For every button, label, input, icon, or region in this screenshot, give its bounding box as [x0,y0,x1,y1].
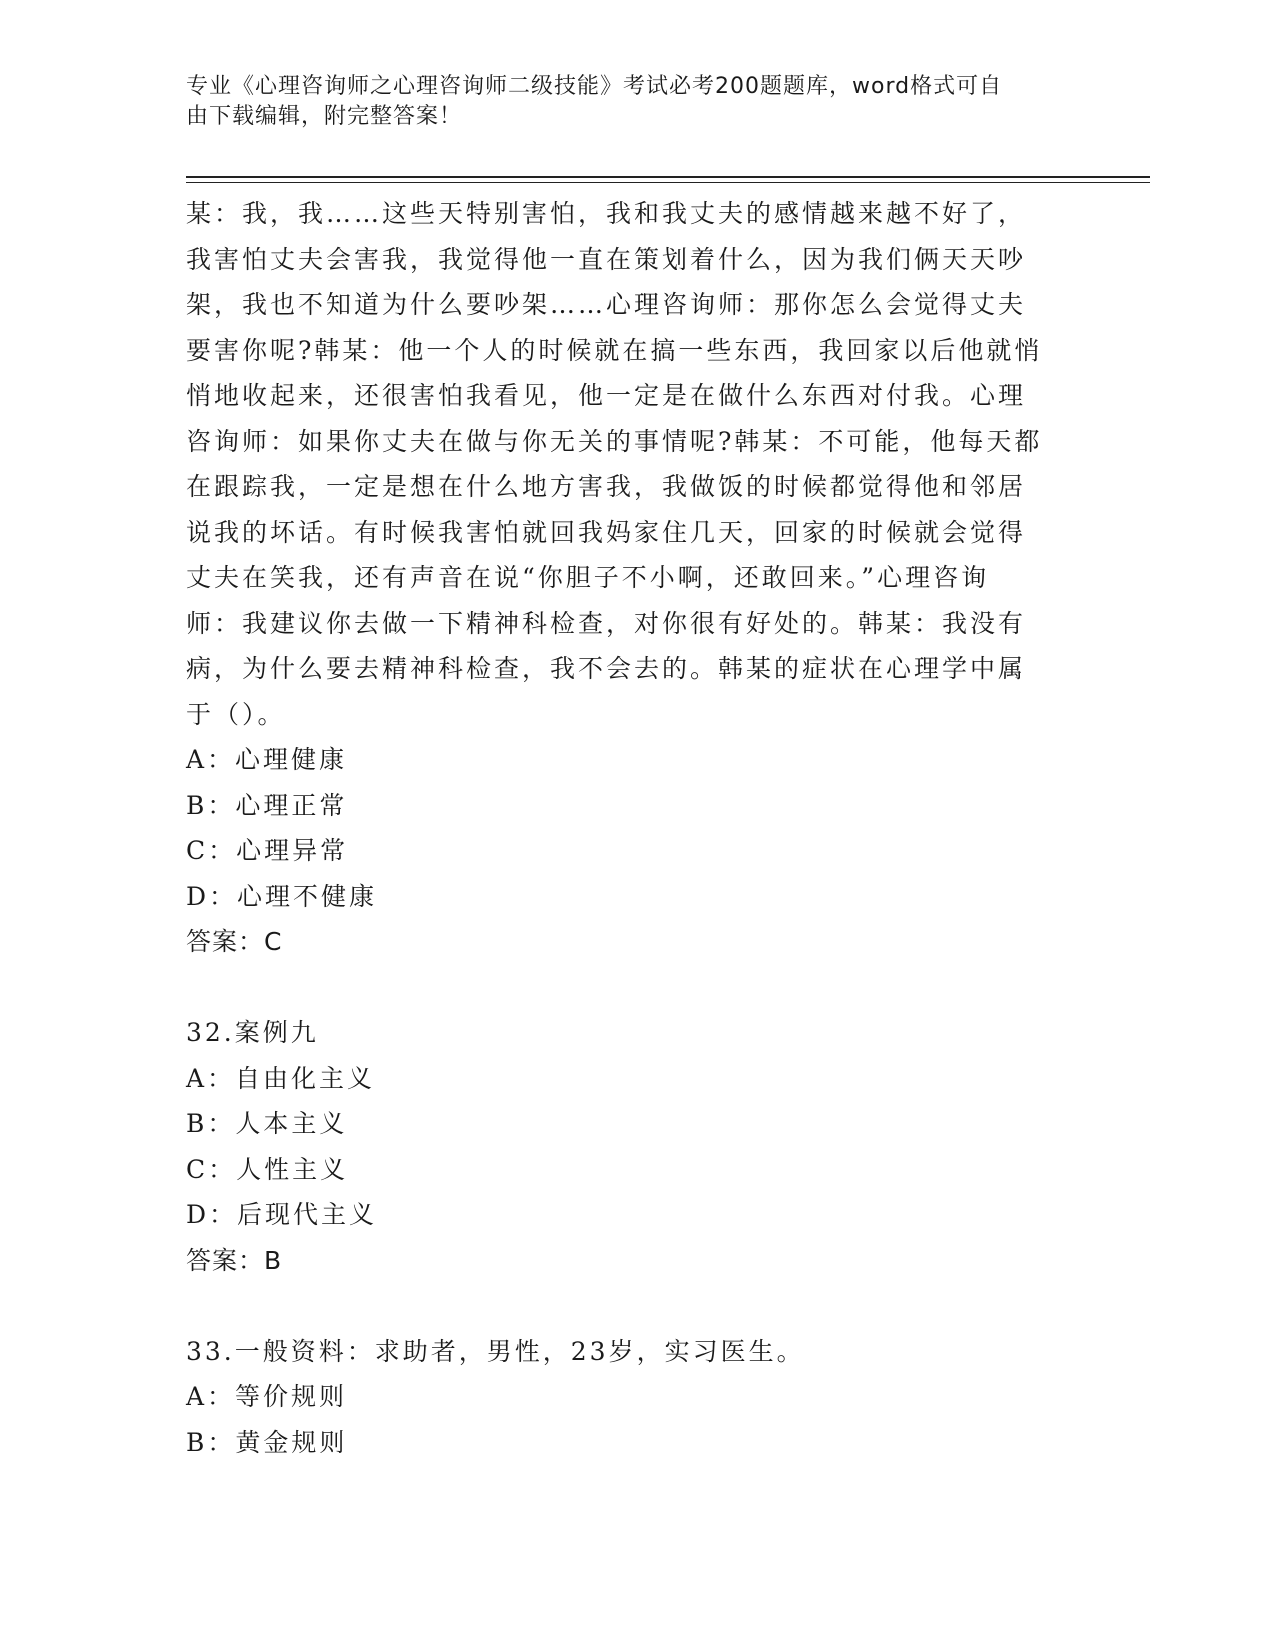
question-33-stem: 33.一般资料：求助者，男性，23岁，实习医生。 [186,1336,805,1366]
document-body [186,191,1076,1465]
option-c: C：人性主义 [186,1154,349,1184]
question-33 [186,1329,1076,1466]
stem-line: 于（）。 [186,699,286,729]
header-line-1: 专业《心理咨询师之心理咨询师二级技能》考试必考200题题库，word格式可自 [186,74,1003,99]
question-31-stem [186,191,1076,737]
stem-line: 丈夫在笑我，还有声音在说“你胆子不小啊，还敢回来。”心理咨询 [186,563,990,592]
answer-label: 答案：C [186,927,283,956]
stem-line: 要害你呢?韩某：他一个人的时候就在搞一些东西，我回家以后他就悄 [186,335,1043,365]
stem-line: 我害怕丈夫会害我，我觉得他一直在策划着什么，因为我们俩天天吵 [186,244,1027,274]
option-a: A：等价规则 [186,1382,348,1411]
header-line-2: 由下载编辑，附完整答案！ [186,104,463,129]
option-c: C：心理异常 [186,836,349,865]
question-32-stem: 32.案例九 [186,1018,319,1047]
option-a: A：自由化主义 [186,1063,376,1093]
answer-label: 答案：B [186,1245,283,1275]
question-32 [186,1010,1076,1283]
option-d: D：后现代主义 [186,1200,378,1229]
stem-line: 悄地收起来，还很害怕我看见，他一定是在做什么东西对付我。心理 [186,381,1027,410]
page-header [186,72,1066,132]
option-b: B：人本主义 [186,1109,348,1138]
spacer [186,1283,1076,1329]
stem-line: 说我的坏话。有时候我害怕就回我妈家住几天，回家的时候就会觉得 [186,517,1027,547]
stem-line: 师：我建议你去做一下精神科检查，对你很有好处的。韩某：我没有 [186,608,1027,638]
stem-line: 某：我，我……这些天特别害怕，我和我丈夫的感情越来越不好了， [186,199,1027,228]
option-b: B：心理正常 [186,790,348,820]
stem-line: 咨询师：如果你丈夫在做与你无关的事情呢?韩某：不可能，他每天都 [186,426,1043,456]
spacer [186,965,1076,1011]
option-b: B：黄金规则 [186,1427,348,1457]
stem-line: 架，我也不知道为什么要吵架……心理咨询师：那你怎么会觉得丈夫 [186,290,1027,319]
header-divider-thin [186,182,1150,183]
question-31 [186,191,1076,965]
stem-line: 在跟踪我，一定是想在什么地方害我，我做饭的时候都觉得他和邻居 [186,472,1027,501]
option-d: D：心理不健康 [186,881,378,911]
stem-line: 病，为什么要去精神科检查，我不会去的。韩某的症状在心理学中属 [186,654,1027,683]
header-divider-thick [186,176,1150,178]
option-a: A：心理健康 [186,745,348,774]
